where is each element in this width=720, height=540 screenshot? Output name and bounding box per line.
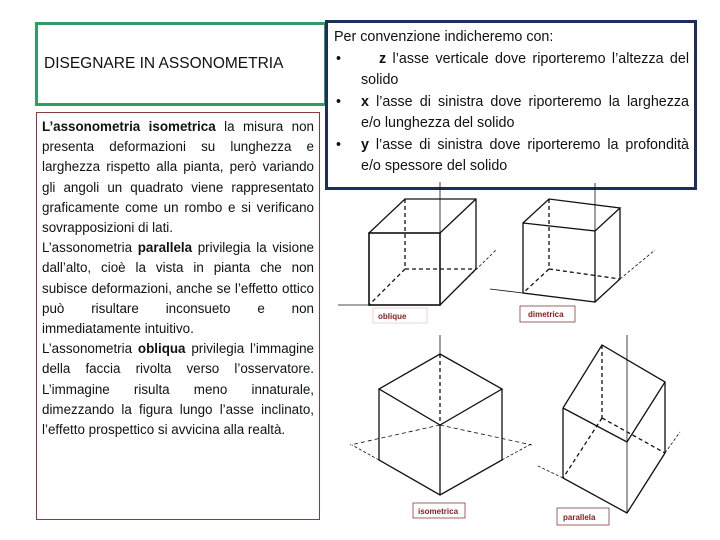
convention-intro: Per convenzione indicheremo con: (334, 29, 554, 45)
oblique-cube (338, 182, 496, 323)
label-oblique: oblique (378, 312, 407, 321)
slide-title: DISEGNARE IN ASSONOMETRIA (44, 55, 284, 72)
label-isometrica: isometrica (418, 507, 459, 516)
dimetric-cube (490, 183, 655, 322)
paragraph-isometrica: L’assonometria isometrica la misura non presenta deformazioni su lunghezza e larghezza rispetto alla pianta, però variando gli angoli un quadrato viene rappresentato graficamente come un rombo e si verificano sovrapposizioni di lati. (42, 119, 314, 236)
paragraph-parallela: L’assonometria parallela privilegia la visione dall’alto, cioè la vista in pianta che non subisce deformazioni, anche se l’effetto ottico può risultare inconsueto e non immediatamente intuitivo. (42, 240, 314, 337)
axis-item-x: • x l’asse di sinistra dove riporteremo la larghezza e/o lunghezza del solido (334, 92, 689, 135)
parallel-cube (538, 335, 680, 525)
isometric-cube (350, 335, 532, 518)
paragraph-obliqua: L’assonometria obliqua privilegia l’immagine della faccia rivolta verso l’osservatore. L’immagine risulta meno innaturale, dimezzando la figura lungo l’asse inclinato, l’effetto prospettico si avvicina alla realtà. (42, 341, 314, 438)
label-parallela: parallela (563, 513, 596, 522)
axis-item-y: • y l’asse di sinistra dove riporteremo la profondità e/o spessore del solido (334, 135, 689, 178)
label-dimetrica: dimetrica (528, 310, 564, 319)
axis-item-z: • z l’asse verticale dove riporteremo l’altezza del solido (334, 49, 689, 92)
